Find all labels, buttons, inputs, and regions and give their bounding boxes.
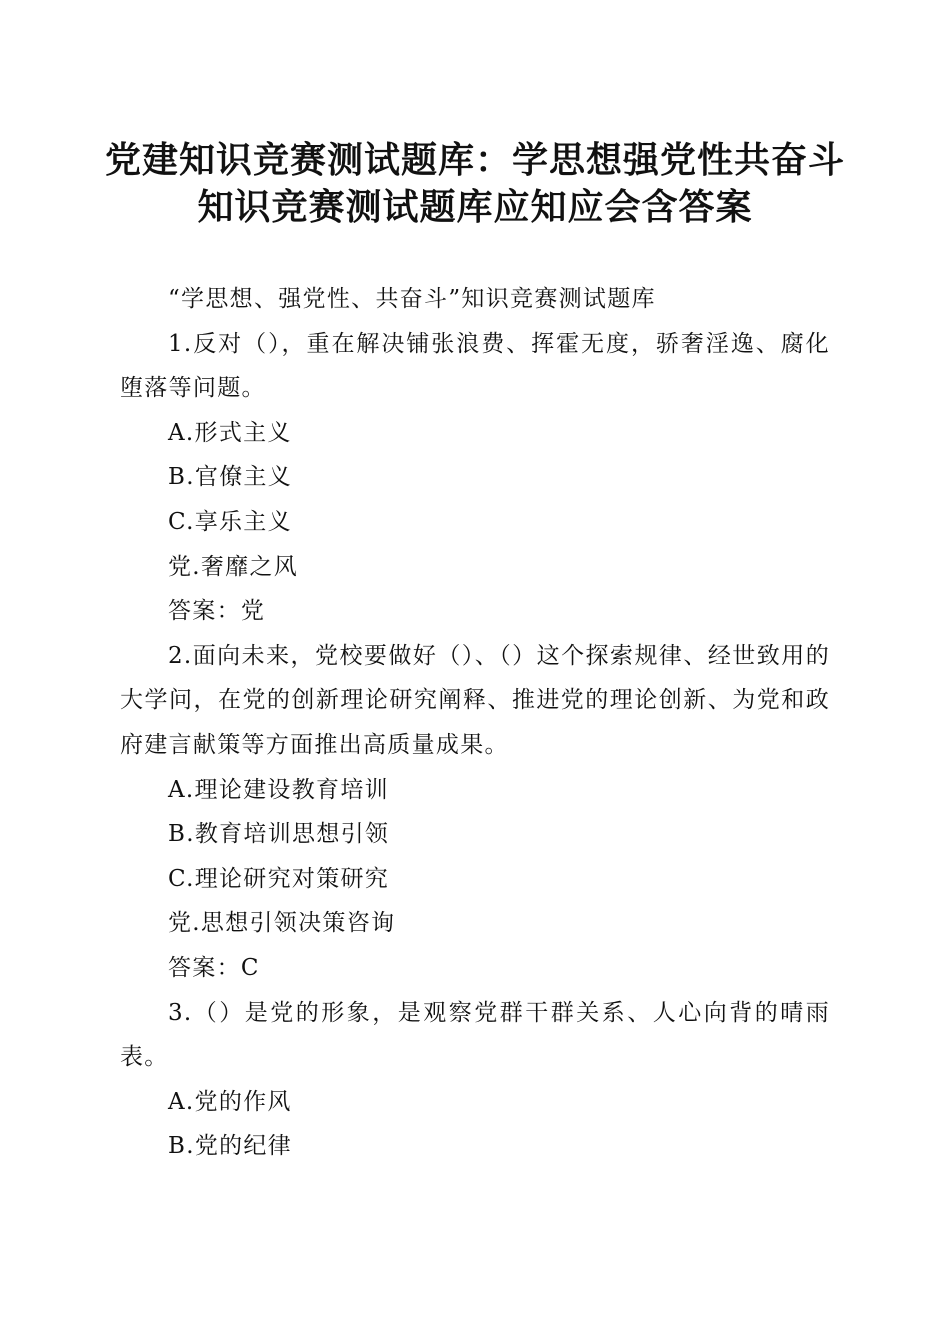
question-2: 2.面向未来，党校要做好（）、（）这个探索规律、经世致用的大学问，在党的创新理论研究阐释、推进党的理论创新、为党和政府建言献策等方面推出高质量成果。 [120,642,830,758]
q1-answer: 答案：党 [168,598,266,625]
q2-option-d: 党.思想引领决策咨询 [168,910,396,937]
section-heading: “学思想、强党性、共奋斗”知识竞赛测试题库 [168,286,656,312]
q1-option-d: 党.奢靡之风 [168,553,299,580]
document-title-line-2: 知识竞赛测试题库应知应会含答案 [197,186,753,228]
q2-answer: 答案：C [168,954,260,981]
q2-option-c: C.理论研究对策研究 [168,865,390,892]
q3-option-b: B.党的纪律 [168,1133,293,1160]
document-body [120,277,830,1169]
q3-option-a: A.党的作风 [168,1088,292,1115]
q1-option-a: A.形式主义 [168,419,292,446]
q2-option-a: A.理论建设教育培训 [168,776,389,803]
q1-option-c: C.享乐主义 [168,508,292,535]
question-1: 1.反对（），重在解决铺张浪费、挥霍无度，骄奢淫逸、腐化堕落等问题。 [120,330,830,402]
q2-option-b: B.教育培训思想引领 [168,821,390,848]
document-title-line-1: 党建知识竞赛测试题库：学思想强党性共奋斗 [104,139,845,181]
question-3: 3.（）是党的形象，是观察党群干群关系、人心向背的晴雨表。 [120,999,830,1071]
q1-option-b: B.官僚主义 [168,464,293,491]
